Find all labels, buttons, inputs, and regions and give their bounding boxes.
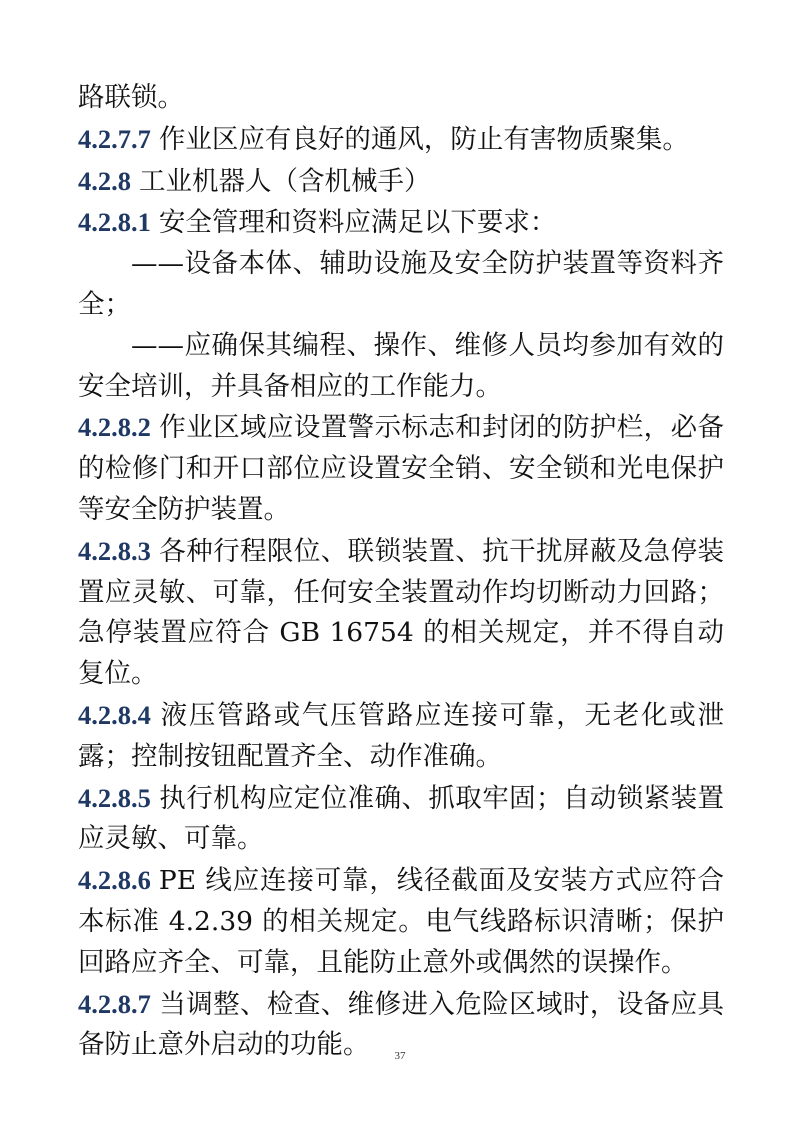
paragraph-0 [78,78,724,119]
paragraph-7 [78,531,724,695]
paragraph-text: 作业区域应设置警示标志和封闭的防护栏，必备的检修门和开口部位应设置安全销、安全锁和光电保护等安全防护装置。 [78,412,724,525]
document-body [78,78,724,1066]
list-item-4 [78,244,724,326]
list-item-text: ——应确保其编程、操作、维修人员均参加有效的安全培训，并具备相应的工作能力。 [78,329,724,402]
paragraph-text: 工业机器人（含机械手） [139,165,431,197]
clause-number: 4.2.8.6 [78,865,151,896]
paragraph-text: 作业区应有良好的通风，防止有害物质聚集。 [158,123,689,155]
paragraph-text: 液压管路或气压管路应连接可靠，无老化或泄露；控制按钮配置齐全、动作准确。 [78,699,724,772]
list-item-5 [78,326,724,408]
paragraph-10 [78,860,724,983]
paragraph-2 [78,161,724,203]
paragraph-9 [78,778,724,861]
paragraph-1 [78,119,724,161]
paragraph-text: 路联锁。 [78,82,184,113]
clause-number: 4.2.8.2 [78,412,151,443]
page-number: 37 [394,1050,406,1062]
paragraph-text: 各种行程限位、联锁装置、抗干扰屏蔽及急停装置应灵敏、可靠，任何安全装置动作均切断动力回路；急停装置应符合 GB 16754 的相关规定，并不得自动复位。 [78,535,724,690]
clause-number: 4.2.7.7 [78,123,151,154]
paragraph-6 [78,407,724,530]
clause-number: 4.2.8.4 [78,699,151,730]
paragraph-8 [78,695,724,778]
paragraph-text: PE 线应连接可靠，线径截面及安装方式应符合本标准 4.2.39 的相关规定。电气线路标识清晰；保护回路应齐全、可靠，且能防止意外或偶然的误操作。 [78,865,724,978]
clause-number: 4.2.8.1 [78,207,151,238]
clause-number: 4.2.8.7 [78,988,151,1019]
paragraph-text: 当调整、检查、维修进入危险区域时，设备应具备防止意外启动的功能。 [78,988,724,1061]
paragraph-text: 安全管理和资料应满足以下要求： [158,207,557,239]
clause-number: 4.2.8.3 [78,535,151,566]
clause-number: 4.2.8 [78,165,131,196]
paragraph-text: 执行机构应定位准确、抓取牢固；自动锁紧装置应灵敏、可靠。 [78,782,724,855]
list-item-text: ——设备本体、辅助设施及安全防护装置等资料齐全； [78,248,724,320]
paragraph-3 [78,202,724,244]
clause-number: 4.2.8.5 [78,782,151,813]
